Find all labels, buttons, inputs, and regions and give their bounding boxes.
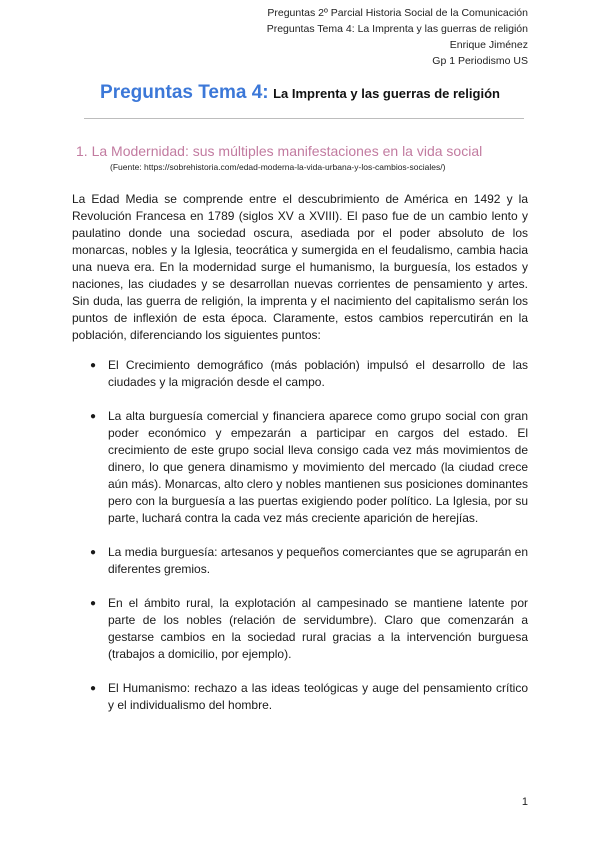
bullet-icon: ● [90,683,97,694]
bullet-icon: ● [90,547,97,558]
header-topic-line: Preguntas Tema 4: La Imprenta y las guerras de religión [266,23,528,35]
intro-paragraph: La Edad Media se comprende entre el descubrimiento de América en 1492 y la Revolución Francesa en 1789 (siglos XV a XVIII). El paso fue de un cambio lento y paulatino donde una sociedad oscura, asediada por el poder absoluto de los monarcas, nobles y la Iglesia, teocrática y sumergida en el feudalismo, cambia hacia una nueva era. En la modernidad surge el humanismo, la burguesía, los estados y naciones, las ciudades y se desarrollan nuevas corrientes de pensamiento y artes. Sin duda, las guerra de religión, la imprenta y el nacimiento del capitalismo serán los puntos de inflexión de esta época. Claramente, estos cambios repercutirán en la población, diferenciando los siguientes puntos: [72,192,528,342]
header-course-line: Preguntas 2º Parcial Historia Social de la Comunicación [267,7,528,19]
list-item [72,357,528,391]
bullet-icon: ● [90,360,97,371]
list-item-text: El Crecimiento demográfico (más población) impulsó el desarrollo de las ciudades y la migración desde el campo. [108,358,528,389]
bullet-icon: ● [90,411,97,422]
list-item [72,544,528,578]
section-heading: 1. La Modernidad: sus múltiples manifestaciones en la vida social [76,143,483,159]
list-item-text: En el ámbito rural, la explotación al campesinado se mantiene latente por parte de los nobles (relación de servidumbre). Claro que comenzarán a gestarse cambios en la sociedad rural gracias a la intervención burguesa (trabajos a domicilio, por ejemplo). [108,596,528,661]
title-prefix: Preguntas Tema 4: [100,82,269,103]
list-item-text: La media burguesía: artesanos y pequeños comerciantes que se agruparán en diferentes gremios. [108,545,528,576]
header-group-line: Gp 1 Periodismo US [432,55,528,67]
page-number: 1 [521,796,528,808]
bullet-list [72,357,528,731]
horizontal-divider [84,118,524,119]
list-item-text: El Humanismo: rechazo a las ideas teológicas y auge del pensamiento crítico y el individualismo del hombre. [108,681,528,712]
bullet-icon: ● [90,598,97,609]
list-item [72,408,528,527]
list-item [72,595,528,663]
running-header [267,5,528,69]
source-citation: (Fuente: https://sobrehistoria.com/edad-moderna-la-vida-urbana-y-los-cambios-sociales/) [110,162,446,172]
title-subtitle: La Imprenta y las guerras de religión [273,86,500,101]
header-author-line: Enrique Jiménez [449,39,528,51]
list-item-text: La alta burguesía comercial y financiera aparece como grupo social con gran poder económico y empezarán a participar en cargos del estado. El crecimiento de este grupo social lleva consigo cada vez más movimientos de dinero, lo que genera dinamismo y movimiento del mercado (la ciudad crece aún más). Monarcas, alto clero y nobles mantienen sus posiciones dominantes pero con la burguesía a las puertas exigiendo poder político. La Iglesia, por su parte, luchará contra la cada vez más creciente aparición de herejías. [108,409,528,525]
page-title [0,82,600,104]
list-item [72,680,528,714]
